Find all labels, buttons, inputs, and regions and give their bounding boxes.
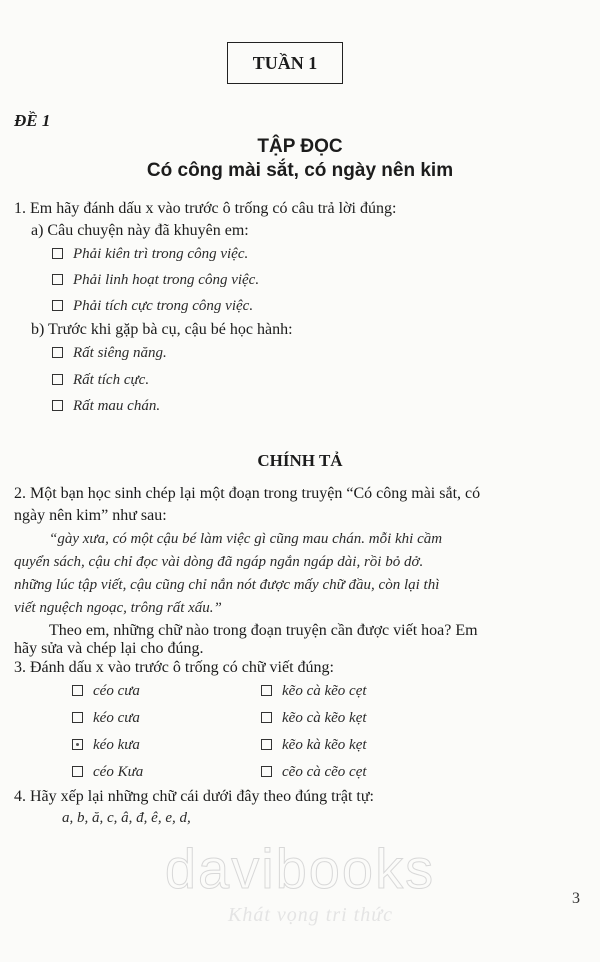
question-4-prompt: 4. Hãy xếp lại những chữ cái dưới đây theo đúng trật tự: (14, 788, 374, 805)
option-3-left-1[interactable]: céo cưa (72, 683, 140, 700)
checkbox[interactable] (261, 766, 272, 777)
question-2-ask-2: hãy sửa và chép lại cho đúng. (14, 640, 204, 657)
option-3-left-2[interactable]: kéo cưa (72, 710, 140, 727)
week-title: TUẦN 1 (252, 52, 318, 73)
exam-number: ĐỀ 1 (14, 111, 51, 130)
checkbox[interactable] (261, 685, 272, 696)
checkbox[interactable] (52, 274, 63, 285)
option-1a-1[interactable]: Phải kiên trì trong công việc. (52, 246, 248, 263)
question-2-line-1: 2. Một bạn học sinh chép lại một đoạn trong truyện “Có công mài sắt, có (14, 485, 481, 502)
checkbox[interactable] (72, 685, 83, 696)
question-4-letters: a, b, ă, c, â, đ, ê, e, d, (62, 810, 191, 826)
checkbox[interactable] (72, 712, 83, 723)
option-3-right-2[interactable]: kẽo cà kẽo kẹt (261, 710, 367, 727)
option-1b-2[interactable]: Rất tích cực. (52, 372, 149, 389)
option-3-right-3[interactable]: kẽo kà kẽo kẹt (261, 737, 367, 754)
checkbox[interactable] (52, 300, 63, 311)
question-1-prompt: 1. Em hãy đánh dấu x vào trước ô trống có câu trả lời đúng: (14, 200, 397, 217)
option-3-right-4[interactable]: cẽo cà cẽo cẹt (261, 764, 367, 781)
question-3-prompt: 3. Đánh dấu x vào trước ô trống có chữ viết đúng: (14, 659, 334, 676)
story-title: Có công mài sắt, có ngày nên kim (146, 160, 454, 181)
week-title-box (227, 42, 343, 84)
quote-line-4: viết nguệch ngoạc, trông rất xấu.” (14, 600, 222, 616)
watermark-tagline: Khát vọng tri thức (228, 904, 394, 926)
option-1a-3[interactable]: Phải tích cực trong công việc. (52, 298, 253, 315)
checkbox[interactable] (52, 374, 63, 385)
section-heading-reading: TẬP ĐỌC (257, 136, 343, 157)
page-number: 3 (572, 890, 580, 907)
checkbox[interactable] (72, 766, 83, 777)
option-3-right-1[interactable]: kẽo cà kẽo cẹt (261, 683, 367, 700)
watermark-brand: davibooks (164, 837, 436, 900)
checkbox[interactable] (72, 739, 83, 750)
quote-line-2: quyển sách, cậu chỉ đọc vài dòng đã ngáp ngắn ngáp dài, rồi bỏ dở. (14, 554, 424, 570)
checkbox[interactable] (52, 347, 63, 358)
option-3-left-4[interactable]: céo Kưa (72, 764, 143, 781)
question-1b-prompt: b) Trước khi gặp bà cụ, cậu bé học hành: (31, 321, 293, 338)
section-heading-spelling: CHÍNH TẢ (257, 451, 343, 470)
question-1a-prompt: a) Câu chuyện này đã khuyên em: (31, 222, 249, 239)
checkbox[interactable] (261, 739, 272, 750)
quote-line-1: “gày xưa, có một cậu bé làm việc gì cũng mau chán. mỗi khi cầm (49, 531, 443, 547)
checkbox[interactable] (52, 248, 63, 259)
option-3-left-3[interactable]: kéo kưa (72, 737, 140, 754)
option-1a-2[interactable]: Phải linh hoạt trong công việc. (52, 272, 259, 289)
option-1b-3[interactable]: Rất mau chán. (52, 398, 160, 415)
quote-line-3: những lúc tập viết, cậu cũng chỉ nắn nót được mấy chữ đầu, còn lại thì (14, 577, 440, 593)
question-2-line-2: ngày nên kim” như sau: (14, 507, 167, 524)
question-2-ask-1: Theo em, những chữ nào trong đoạn truyện cần được viết hoa? Em (49, 622, 478, 639)
option-1b-1[interactable]: Rất siêng năng. (52, 345, 167, 362)
checkbox[interactable] (261, 712, 272, 723)
checkbox[interactable] (52, 400, 63, 411)
